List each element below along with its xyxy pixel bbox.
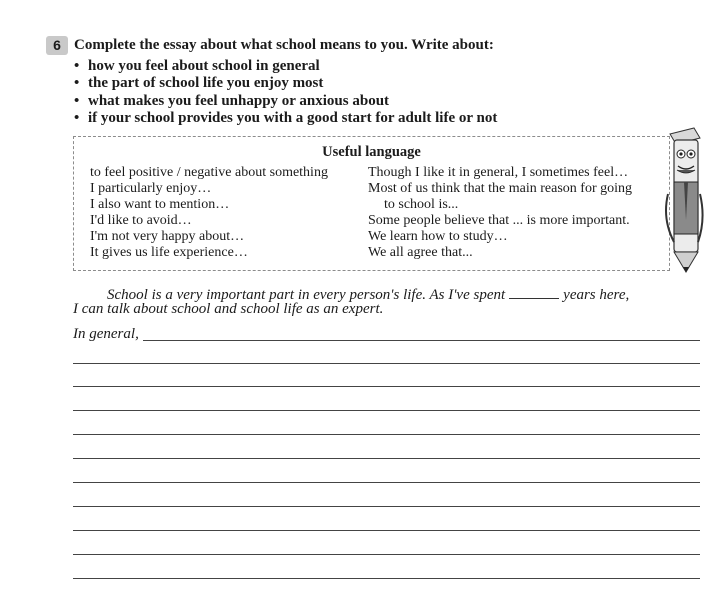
bullet-item: • if your school provides you with a good start for adult life or not bbox=[74, 109, 498, 126]
bullet-text: the part of school life you enjoy most bbox=[88, 75, 324, 92]
writing-line[interactable] bbox=[143, 340, 700, 341]
essay-text: School is a very important part in every person's life. As I've spent bbox=[107, 287, 506, 303]
phrase: I also want to mention… bbox=[90, 197, 230, 212]
writing-line[interactable] bbox=[73, 363, 700, 364]
essay-sentence-2: I can talk about school and school life as an expert. bbox=[73, 301, 384, 317]
useful-language-box bbox=[73, 136, 670, 271]
bullet-text: what makes you feel unhappy or anxious about bbox=[88, 92, 390, 109]
phrases-left-column bbox=[90, 165, 328, 261]
pencil-mascot-illustration bbox=[664, 124, 705, 274]
writing-line[interactable] bbox=[73, 578, 700, 579]
phrases-right-column bbox=[368, 165, 632, 261]
phrase: I particularly enjoy… bbox=[90, 181, 212, 196]
years-blank[interactable] bbox=[509, 285, 559, 299]
bullet-item: • what makes you feel unhappy or anxious about bbox=[74, 92, 390, 109]
bullet-text: how you feel about school in general bbox=[88, 58, 320, 74]
exercise-number: 6 bbox=[46, 36, 68, 55]
writing-line[interactable] bbox=[73, 530, 700, 531]
in-general-label: In general, bbox=[73, 326, 139, 342]
writing-line[interactable] bbox=[73, 410, 700, 411]
writing-line[interactable] bbox=[73, 458, 700, 459]
phrase: to school is... bbox=[384, 197, 459, 212]
bullet-item: • how you feel about school in general bbox=[74, 58, 320, 74]
writing-line[interactable] bbox=[73, 482, 700, 483]
exercise-instruction: Complete the essay about what school means to you. Write about: bbox=[74, 37, 494, 53]
phrase: Though I like it in general, I sometimes feel… bbox=[368, 165, 629, 180]
writing-line[interactable] bbox=[73, 434, 700, 435]
phrase: Most of us think that the main reason for going bbox=[368, 181, 633, 196]
phrase: It gives us life experience… bbox=[90, 245, 248, 260]
phrase: I'd like to avoid… bbox=[90, 213, 192, 228]
writing-line[interactable] bbox=[73, 506, 700, 507]
writing-line[interactable] bbox=[73, 386, 700, 387]
phrase: We all agree that... bbox=[368, 245, 473, 260]
phrase: to feel positive / negative about something bbox=[90, 165, 328, 180]
phrase: Some people believe that ... is more important. bbox=[368, 213, 630, 228]
phrase: I'm not very happy about… bbox=[90, 229, 245, 244]
essay-text: years here, bbox=[563, 287, 630, 303]
useful-language-title: Useful language bbox=[322, 144, 421, 160]
instruction-bullets bbox=[74, 58, 497, 127]
bullet-text: if your school provides you with a good start for adult life or not bbox=[88, 109, 498, 126]
bullet-item: • the part of school life you enjoy most bbox=[74, 75, 324, 92]
phrase: We learn how to study… bbox=[368, 229, 508, 244]
writing-line[interactable] bbox=[73, 554, 700, 555]
